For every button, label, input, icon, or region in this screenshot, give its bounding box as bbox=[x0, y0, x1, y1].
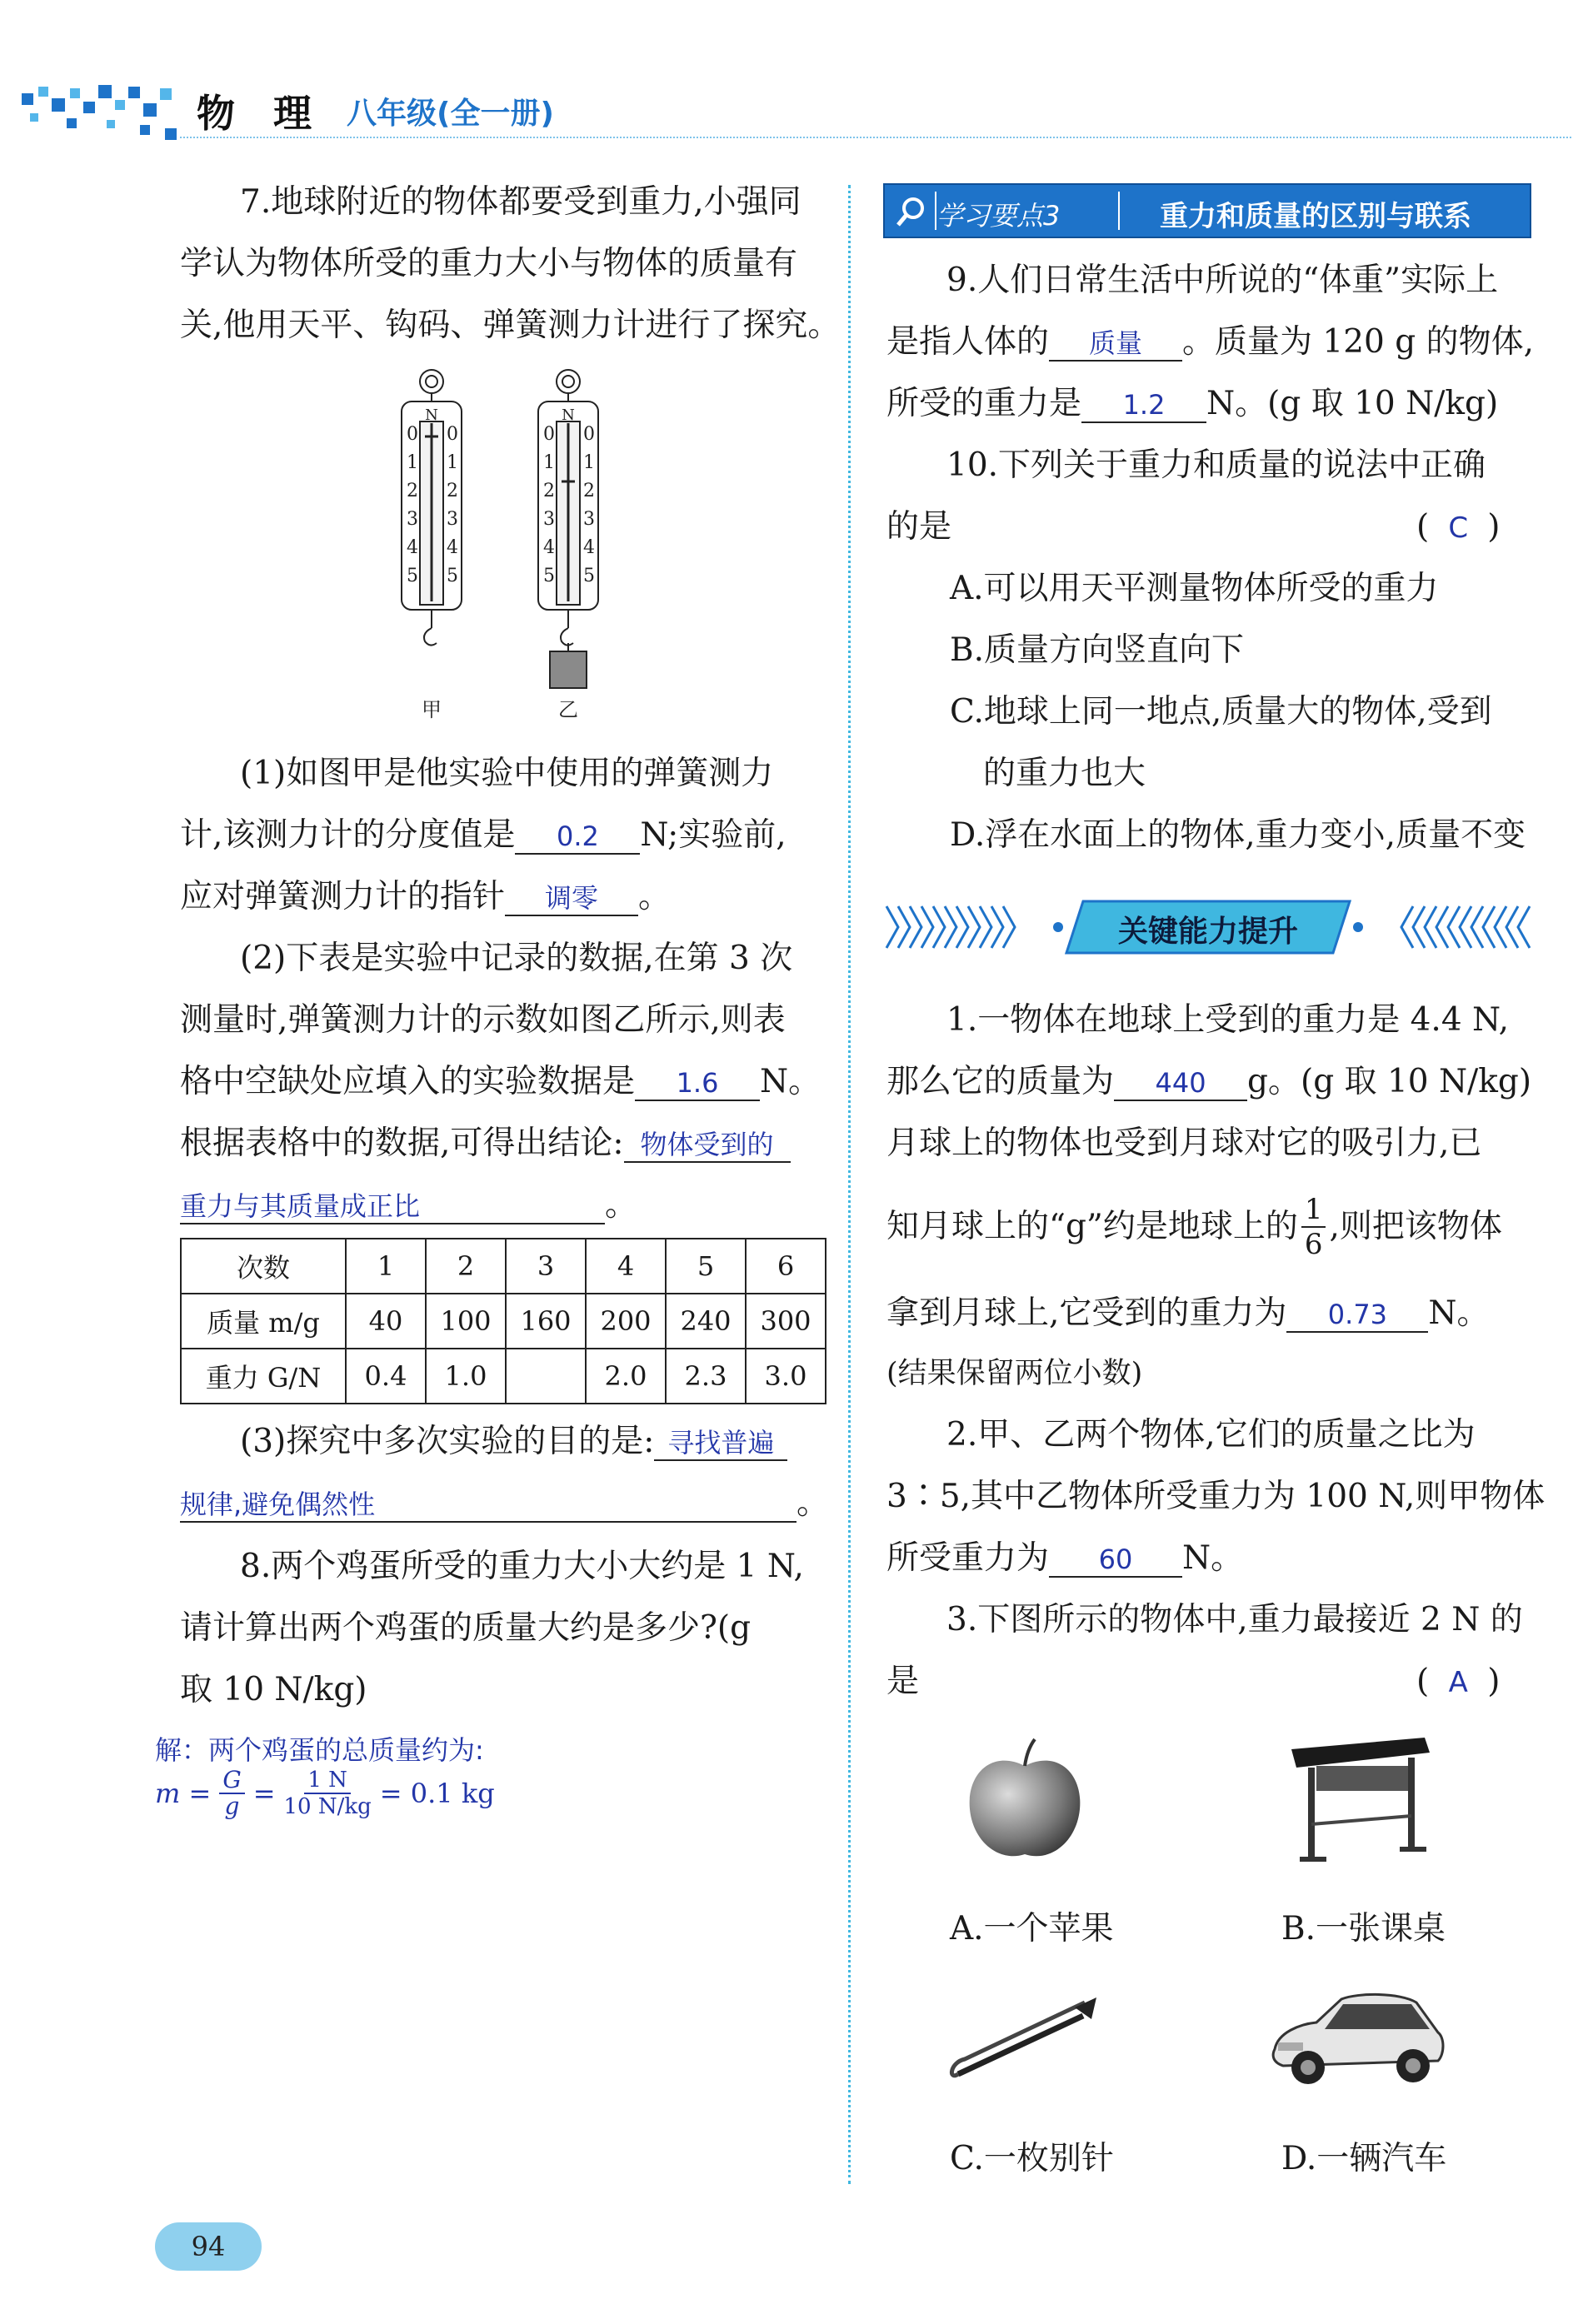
q7-p1-text: 。 bbox=[638, 878, 672, 915]
section-key-title: 关键能力提升 bbox=[1117, 915, 1298, 949]
answer-text: 60 bbox=[1098, 1544, 1133, 1575]
table-cell: 240 bbox=[666, 1294, 746, 1349]
answer-text: C bbox=[1448, 511, 1469, 545]
table-cell: 次数 bbox=[181, 1239, 346, 1294]
fig-label-yi: 乙 bbox=[558, 698, 578, 721]
q7-stem-2: 学认为物体所受的重力大小与物体的质量有 bbox=[180, 245, 798, 282]
q8-solution-formula bbox=[155, 1768, 495, 1819]
table-cell: 6 bbox=[746, 1239, 826, 1294]
k1-text: N。 bbox=[1428, 1294, 1490, 1332]
table-cell: 5 bbox=[666, 1239, 746, 1294]
q9-blank-1[interactable] bbox=[1049, 326, 1182, 362]
k1-blank-2[interactable] bbox=[1286, 1297, 1428, 1333]
table-cell: 40 bbox=[346, 1294, 426, 1349]
tick-label: 5 bbox=[407, 566, 418, 586]
q7-p3-text: (3)探究中多次实验的目的是: bbox=[240, 1423, 655, 1460]
search-icon bbox=[895, 195, 928, 228]
scale-a-unit: N bbox=[425, 406, 438, 424]
tick-label: 3 bbox=[407, 509, 418, 530]
q9-line1: 9.人们日常生活中所说的“体重”实际上 bbox=[946, 262, 1499, 299]
data-table bbox=[180, 1238, 826, 1404]
q10-answer-bracket[interactable] bbox=[1416, 496, 1500, 559]
q7-p1-blank-2[interactable] bbox=[505, 880, 638, 916]
fraction-denominator: 6 bbox=[1304, 1228, 1323, 1261]
k1-text: 知月球上的“g”约是地球上的 bbox=[886, 1208, 1298, 1245]
q10-line2: 的是 bbox=[886, 508, 952, 546]
q7-p2-line5 bbox=[180, 1174, 637, 1236]
bracket-right: ) bbox=[1487, 1663, 1501, 1700]
tick-label: 3 bbox=[543, 509, 555, 530]
choice-c-label: C.一枚别针 bbox=[950, 2140, 1114, 2177]
answer-text: A bbox=[1448, 1666, 1468, 1699]
fraction-numerator: 1 bbox=[1301, 1193, 1326, 1228]
section-divider-left bbox=[935, 192, 936, 230]
k1-text: 拿到月球上,它受到的重力为 bbox=[886, 1294, 1287, 1332]
bracket-left: ( bbox=[1416, 508, 1430, 546]
table-cell: 3 bbox=[506, 1239, 586, 1294]
q7-p1-text: N;实验前, bbox=[640, 816, 787, 854]
formula-equals: = bbox=[252, 1778, 276, 1809]
q7-p1-line1: (1)如图甲是他实验中使用的弹簧测力 bbox=[240, 755, 774, 792]
table-cell: 2 bbox=[426, 1239, 506, 1294]
scale-b-ticks-right bbox=[583, 424, 595, 586]
spring-scales-figure bbox=[375, 363, 625, 730]
answer-text: 0.73 bbox=[1327, 1299, 1388, 1330]
q10-option-b: B.质量方向竖直向下 bbox=[950, 631, 1245, 669]
k2-blank[interactable] bbox=[1049, 1542, 1182, 1578]
answer-text: 1.6 bbox=[676, 1067, 719, 1099]
tick-label: 4 bbox=[583, 537, 595, 558]
formula-m: m = bbox=[155, 1778, 212, 1809]
tick-label: 4 bbox=[543, 537, 555, 558]
q7-p2-text: 根据表格中的数据,可得出结论: bbox=[180, 1125, 624, 1162]
fraction-numerator: G bbox=[219, 1768, 244, 1794]
tick-label: 5 bbox=[583, 566, 595, 586]
q10-option-c: C.地球上同一地点,质量大的物体,受到 bbox=[950, 693, 1492, 731]
scale-a-ticks-left bbox=[407, 424, 418, 586]
k1-line2 bbox=[886, 1051, 1531, 1113]
answer-text: 物体受到的 bbox=[640, 1129, 774, 1160]
table-cell: 质量 m/g bbox=[181, 1294, 346, 1349]
k3-line2: 是 bbox=[886, 1663, 920, 1700]
q7-p3-text: 。 bbox=[796, 1484, 830, 1522]
k3-line1: 3.下图所示的物体中,重力最接近 2 N 的 bbox=[946, 1601, 1523, 1638]
q9-text: 是指人体的 bbox=[886, 323, 1050, 361]
section-divider-right bbox=[1118, 192, 1120, 230]
tick-label: 0 bbox=[543, 424, 555, 445]
q7-p3-line2 bbox=[180, 1473, 829, 1534]
k2-line1: 2.甲、乙两个物体,它们的质量之比为 bbox=[946, 1416, 1476, 1454]
answer-text: 重力与其质量成正比 bbox=[180, 1190, 421, 1222]
fraction-denominator: g bbox=[224, 1793, 240, 1820]
q10-option-a: A.可以用天平测量物体所受的重力 bbox=[950, 570, 1439, 607]
answer-text: 1.2 bbox=[1122, 389, 1166, 421]
q10-option-d: D.浮在水面上的物体,重力变小,质量不变 bbox=[950, 816, 1526, 854]
tick-label: 4 bbox=[407, 537, 418, 558]
k1-line5 bbox=[886, 1283, 1490, 1344]
header-grade: 八年级(全一册) bbox=[347, 97, 554, 131]
q8-stem-3: 取 10 N/kg) bbox=[180, 1671, 367, 1708]
q9-text: 所受的重力是 bbox=[886, 385, 1082, 422]
tick-label: 2 bbox=[407, 481, 418, 501]
k1-blank-1[interactable] bbox=[1114, 1065, 1247, 1101]
q8-solution-line1: 解：两个鸡蛋的总质量约为: bbox=[155, 1734, 484, 1766]
tick-label: 0 bbox=[447, 424, 458, 445]
q7-p2-text: 格中空缺处应填入的实验数据是 bbox=[180, 1063, 636, 1100]
safety-pin-image bbox=[941, 1982, 1108, 2099]
table-cell-empty[interactable] bbox=[506, 1349, 586, 1404]
tick-label: 2 bbox=[583, 481, 595, 501]
q7-stem-3: 关,他用天平、钩码、弹簧测力计进行了探究。 bbox=[180, 307, 841, 344]
q9-blank-2[interactable] bbox=[1081, 387, 1206, 423]
table-cell: 4 bbox=[586, 1239, 666, 1294]
header-subject: 物 理 bbox=[197, 91, 312, 136]
q7-p2-blank-1[interactable] bbox=[635, 1065, 760, 1101]
q7-p2-line1: (2)下表是实验中记录的数据,在第 3 次 bbox=[240, 940, 793, 977]
formula-fraction-g bbox=[219, 1768, 244, 1819]
k2-line3 bbox=[886, 1528, 1243, 1589]
car-image bbox=[1266, 1974, 1450, 2099]
table-cell: 100 bbox=[426, 1294, 506, 1349]
q7-p2-text: N。 bbox=[760, 1063, 821, 1100]
choice-b-label: B.一张课桌 bbox=[1281, 1910, 1446, 1947]
tick-label: 5 bbox=[543, 566, 555, 586]
bracket-right: ) bbox=[1487, 508, 1501, 546]
table-cell: 2.3 bbox=[666, 1349, 746, 1404]
table-cell: 300 bbox=[746, 1294, 826, 1349]
q7-p1-line3 bbox=[180, 866, 671, 928]
q7-p3-line1 bbox=[240, 1411, 787, 1473]
k1-line3: 月球上的物体也受到月球对它的吸引力,已 bbox=[886, 1125, 1482, 1162]
bracket-left: ( bbox=[1416, 1663, 1430, 1700]
tick-label: 2 bbox=[543, 481, 555, 501]
table-cell: 2.0 bbox=[586, 1349, 666, 1404]
table-cell: 1.0 bbox=[426, 1349, 506, 1404]
k3-answer-bracket[interactable] bbox=[1416, 1651, 1500, 1713]
q10-line1: 10.下列关于重力和质量的说法中正确 bbox=[946, 446, 1486, 484]
q8-stem-2: 请计算出两个鸡蛋的质量大约是多少?(g bbox=[180, 1609, 752, 1647]
k2-text: N。 bbox=[1182, 1539, 1244, 1577]
desk-image bbox=[1283, 1724, 1433, 1874]
k2-text: 所受重力为 bbox=[886, 1539, 1050, 1577]
k1-line4 bbox=[886, 1193, 1502, 1261]
table-cell: 200 bbox=[586, 1294, 666, 1349]
choice-a-label: A.一个苹果 bbox=[950, 1910, 1114, 1947]
table-row bbox=[181, 1239, 826, 1294]
fig-label-jia: 甲 bbox=[422, 698, 442, 721]
formula-fraction-values bbox=[284, 1768, 372, 1819]
k2-line2: 3∶5,其中乙物体所受重力为 100 N,则甲物体 bbox=[886, 1478, 1546, 1515]
k1-line6: (结果保留两位小数) bbox=[886, 1357, 1143, 1390]
q8-stem-1: 8.两个鸡蛋所受的重力大小大约是 1 N, bbox=[240, 1548, 804, 1585]
tick-label: 0 bbox=[407, 424, 418, 445]
scale-b-unit: N bbox=[562, 406, 575, 424]
k1-line1: 1.一物体在地球上受到的重力是 4.4 N, bbox=[946, 1001, 1510, 1039]
tick-label: 1 bbox=[407, 452, 418, 473]
header-rule bbox=[180, 137, 1571, 138]
fraction-numerator: 1 N bbox=[304, 1768, 351, 1794]
page-number: 94 bbox=[155, 2222, 262, 2271]
fraction-one-sixth bbox=[1301, 1193, 1326, 1261]
k1-text: 那么它的质量为 bbox=[886, 1063, 1115, 1100]
tick-label: 0 bbox=[583, 424, 595, 445]
fraction-denominator: 10 N/kg bbox=[283, 1794, 372, 1819]
q7-p2-line2: 测量时,弹簧测力计的示数如图乙所示,则表 bbox=[180, 1001, 786, 1039]
table-cell: 1 bbox=[346, 1239, 426, 1294]
tick-label: 3 bbox=[583, 509, 595, 530]
q9-line2 bbox=[886, 312, 1534, 373]
q7-p1-line2 bbox=[180, 805, 787, 866]
table-cell: 0.4 bbox=[346, 1349, 426, 1404]
q9-line3 bbox=[886, 373, 1498, 435]
q7-p1-text: 应对弹簧测力计的指针 bbox=[180, 878, 506, 915]
table-row bbox=[181, 1349, 826, 1404]
apple-image bbox=[958, 1733, 1091, 1866]
answer-text: 质量 bbox=[1089, 327, 1143, 359]
answer-text: 规律,避免偶然性 bbox=[180, 1489, 376, 1520]
answer-text: 0.2 bbox=[556, 820, 599, 852]
q7-stem-1: 7.地球附近的物体都要受到重力,小强同 bbox=[240, 183, 801, 221]
q7-p2-blank-3[interactable] bbox=[180, 1189, 605, 1224]
table-row bbox=[181, 1294, 826, 1349]
k1-text: ,则把该物体 bbox=[1329, 1208, 1502, 1245]
q7-p2-blank-2[interactable] bbox=[624, 1127, 791, 1163]
scale-b-ticks-left bbox=[543, 424, 555, 586]
table-cell: 3.0 bbox=[746, 1349, 826, 1404]
choice-d-label: D.一辆汽车 bbox=[1281, 2140, 1447, 2177]
q10-option-c-cont: 的重力也大 bbox=[983, 755, 1146, 792]
q7-p3-blank-1[interactable] bbox=[654, 1425, 787, 1461]
tick-label: 5 bbox=[447, 566, 458, 586]
tick-label: 4 bbox=[447, 537, 458, 558]
scale-a-ticks-right bbox=[447, 424, 458, 586]
tick-label: 1 bbox=[543, 452, 555, 473]
q7-p1-text: 计,该测力计的分度值是 bbox=[180, 816, 516, 854]
q9-text: 。质量为 120 g 的物体, bbox=[1182, 323, 1535, 361]
formula-result: = 0.1 kg bbox=[379, 1778, 495, 1809]
section-3-title: 学习要点3 bbox=[936, 200, 1061, 232]
column-divider bbox=[848, 185, 851, 2184]
tick-label: 3 bbox=[447, 509, 458, 530]
q7-p3-blank-2[interactable] bbox=[180, 1487, 796, 1523]
table-cell: 160 bbox=[506, 1294, 586, 1349]
tick-label: 2 bbox=[447, 481, 458, 501]
q9-text: N。(g 取 10 N/kg) bbox=[1206, 385, 1499, 422]
tick-label: 1 bbox=[583, 452, 595, 473]
section-3-subtitle: 重力和质量的区别与联系 bbox=[1160, 200, 1471, 233]
q7-p2-line4 bbox=[180, 1113, 791, 1174]
answer-text: 调零 bbox=[545, 882, 599, 914]
answer-text: 寻找普遍 bbox=[667, 1427, 775, 1459]
q7-p2-line3 bbox=[180, 1051, 821, 1113]
answer-text: 440 bbox=[1155, 1067, 1206, 1099]
section-banner-3 bbox=[883, 183, 1531, 238]
k1-text: g。(g 取 10 N/kg) bbox=[1247, 1063, 1532, 1100]
q7-p2-text: 。 bbox=[605, 1186, 638, 1224]
table-cell: 重力 G/N bbox=[181, 1349, 346, 1404]
tick-label: 1 bbox=[447, 452, 458, 473]
q7-p1-blank-1[interactable] bbox=[515, 819, 640, 855]
